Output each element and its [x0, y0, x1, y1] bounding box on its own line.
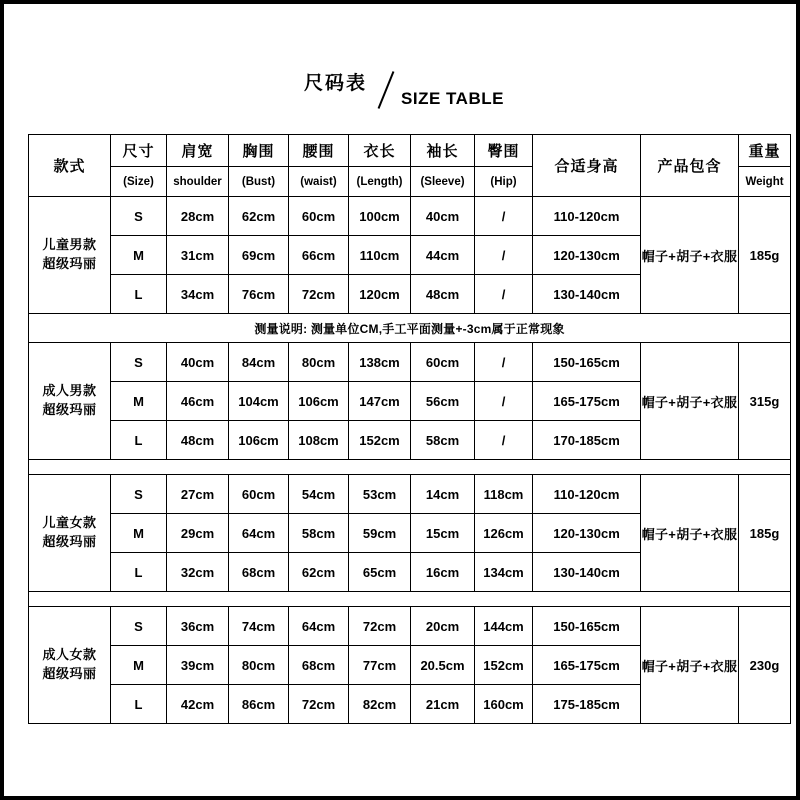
cell-length: 53cm	[349, 475, 411, 514]
weight-cell: 230g	[739, 607, 791, 724]
header-en-2: shoulder	[167, 167, 229, 197]
cell-waist: 72cm	[289, 275, 349, 314]
product-include-cell: 帽子+胡子+衣服	[641, 343, 739, 460]
cell-bust: 64cm	[229, 514, 289, 553]
cell-waist: 62cm	[289, 553, 349, 592]
cell-shoulder: 42cm	[167, 685, 229, 724]
product-include-cell: 帽子+胡子+衣服	[641, 607, 739, 724]
cell-size: M	[111, 236, 167, 275]
cell-shoulder: 27cm	[167, 475, 229, 514]
cell-shoulder: 34cm	[167, 275, 229, 314]
cell-size: M	[111, 382, 167, 421]
cell-size: L	[111, 685, 167, 724]
title-english: SIZE TABLE	[401, 89, 504, 108]
cell-size: S	[111, 343, 167, 382]
cell-length: 152cm	[349, 421, 411, 460]
cell-hip: /	[475, 343, 533, 382]
cell-length: 77cm	[349, 646, 411, 685]
cell-hip: /	[475, 236, 533, 275]
page-title	[4, 60, 800, 120]
weight-cell: 185g	[739, 197, 791, 314]
cell-waist: 60cm	[289, 197, 349, 236]
cell-shoulder: 46cm	[167, 382, 229, 421]
header-cn-4: 腰围	[289, 135, 349, 167]
cell-hip: 118cm	[475, 475, 533, 514]
header-en-7: (Hip)	[475, 167, 533, 197]
cell-sleeve: 60cm	[411, 343, 475, 382]
cell-height: 150-165cm	[533, 607, 641, 646]
cell-length: 147cm	[349, 382, 411, 421]
cell-height: 175-185cm	[533, 685, 641, 724]
size-chart-table	[28, 134, 791, 724]
header-en-6: (Sleeve)	[411, 167, 475, 197]
measurement-note: 测量说明: 测量单位CM,手工平面测量+-3cm属于正常现象	[29, 314, 791, 343]
header-cn-7: 臀围	[475, 135, 533, 167]
cell-sleeve: 40cm	[411, 197, 475, 236]
cell-size: L	[111, 553, 167, 592]
cell-waist: 64cm	[289, 607, 349, 646]
cell-hip: 152cm	[475, 646, 533, 685]
title-chinese: 尺码表	[304, 72, 368, 94]
cell-height: 165-175cm	[533, 382, 641, 421]
header-style: 款式	[29, 135, 111, 197]
table-row	[29, 607, 791, 646]
cell-length: 138cm	[349, 343, 411, 382]
cell-bust: 76cm	[229, 275, 289, 314]
table-row	[29, 475, 791, 514]
cell-sleeve: 16cm	[411, 553, 475, 592]
header-cn-1: 尺寸	[111, 135, 167, 167]
cell-size: L	[111, 421, 167, 460]
cell-height: 120-130cm	[533, 236, 641, 275]
cell-shoulder: 36cm	[167, 607, 229, 646]
cell-size: S	[111, 475, 167, 514]
group-separator-row	[29, 592, 791, 607]
cell-bust: 86cm	[229, 685, 289, 724]
cell-bust: 62cm	[229, 197, 289, 236]
cell-sleeve: 56cm	[411, 382, 475, 421]
cell-shoulder: 31cm	[167, 236, 229, 275]
cell-shoulder: 39cm	[167, 646, 229, 685]
cell-hip: 144cm	[475, 607, 533, 646]
cell-waist: 66cm	[289, 236, 349, 275]
cell-size: L	[111, 275, 167, 314]
cell-hip: /	[475, 197, 533, 236]
cell-waist: 72cm	[289, 685, 349, 724]
weight-cell: 185g	[739, 475, 791, 592]
group-separator-row	[29, 460, 791, 475]
cell-waist: 54cm	[289, 475, 349, 514]
cell-length: 110cm	[349, 236, 411, 275]
cell-waist: 80cm	[289, 343, 349, 382]
cell-sleeve: 14cm	[411, 475, 475, 514]
cell-bust: 69cm	[229, 236, 289, 275]
header-en-5: (Length)	[349, 167, 411, 197]
header-cn-2: 肩宽	[167, 135, 229, 167]
cell-height: 110-120cm	[533, 475, 641, 514]
cell-shoulder: 32cm	[167, 553, 229, 592]
style-name-cell: 成人女款 超级玛丽	[29, 607, 111, 724]
cell-sleeve: 58cm	[411, 421, 475, 460]
cell-shoulder: 29cm	[167, 514, 229, 553]
table-header-row-cn	[29, 135, 791, 167]
cell-length: 59cm	[349, 514, 411, 553]
cell-hip: 160cm	[475, 685, 533, 724]
header-weight-en: Weight	[739, 167, 791, 197]
cell-size: S	[111, 607, 167, 646]
cell-hip: /	[475, 382, 533, 421]
header-weight-cn: 重量	[739, 135, 791, 167]
cell-bust: 84cm	[229, 343, 289, 382]
style-name-cell: 儿童女款 超级玛丽	[29, 475, 111, 592]
cell-bust: 74cm	[229, 607, 289, 646]
cell-size: M	[111, 514, 167, 553]
cell-sleeve: 44cm	[411, 236, 475, 275]
cell-waist: 106cm	[289, 382, 349, 421]
cell-bust: 104cm	[229, 382, 289, 421]
cell-bust: 80cm	[229, 646, 289, 685]
cell-sleeve: 20cm	[411, 607, 475, 646]
cell-size: M	[111, 646, 167, 685]
header-en-3: (Bust)	[229, 167, 289, 197]
cell-shoulder: 28cm	[167, 197, 229, 236]
style-name-cell: 儿童男款 超级玛丽	[29, 197, 111, 314]
cell-hip: 126cm	[475, 514, 533, 553]
header-en-1: (Size)	[111, 167, 167, 197]
header-height: 合适身高	[533, 135, 641, 197]
weight-cell: 315g	[739, 343, 791, 460]
cell-height: 120-130cm	[533, 514, 641, 553]
cell-sleeve: 15cm	[411, 514, 475, 553]
cell-length: 120cm	[349, 275, 411, 314]
cell-hip: /	[475, 421, 533, 460]
cell-sleeve: 20.5cm	[411, 646, 475, 685]
product-include-cell: 帽子+胡子+衣服	[641, 475, 739, 592]
cell-height: 130-140cm	[533, 275, 641, 314]
cell-height: 150-165cm	[533, 343, 641, 382]
cell-length: 100cm	[349, 197, 411, 236]
cell-hip: /	[475, 275, 533, 314]
measurement-note-row	[29, 314, 791, 343]
cell-hip: 134cm	[475, 553, 533, 592]
cell-length: 82cm	[349, 685, 411, 724]
group-separator	[29, 460, 791, 475]
cell-height: 170-185cm	[533, 421, 641, 460]
title-slash-decoration	[373, 70, 399, 110]
cell-sleeve: 21cm	[411, 685, 475, 724]
cell-sleeve: 48cm	[411, 275, 475, 314]
cell-bust: 60cm	[229, 475, 289, 514]
cell-shoulder: 48cm	[167, 421, 229, 460]
cell-waist: 68cm	[289, 646, 349, 685]
style-name-cell: 成人男款 超级玛丽	[29, 343, 111, 460]
cell-height: 110-120cm	[533, 197, 641, 236]
cell-height: 130-140cm	[533, 553, 641, 592]
group-separator	[29, 592, 791, 607]
table-row	[29, 197, 791, 236]
header-cn-5: 衣长	[349, 135, 411, 167]
cell-waist: 58cm	[289, 514, 349, 553]
table-row	[29, 343, 791, 382]
cell-shoulder: 40cm	[167, 343, 229, 382]
cell-length: 72cm	[349, 607, 411, 646]
header-cn-3: 胸围	[229, 135, 289, 167]
cell-bust: 68cm	[229, 553, 289, 592]
cell-waist: 108cm	[289, 421, 349, 460]
product-include-cell: 帽子+胡子+衣服	[641, 197, 739, 314]
cell-length: 65cm	[349, 553, 411, 592]
header-en-4: (waist)	[289, 167, 349, 197]
header-cn-6: 袖长	[411, 135, 475, 167]
cell-height: 165-175cm	[533, 646, 641, 685]
cell-bust: 106cm	[229, 421, 289, 460]
cell-size: S	[111, 197, 167, 236]
header-include: 产品包含	[641, 135, 739, 197]
